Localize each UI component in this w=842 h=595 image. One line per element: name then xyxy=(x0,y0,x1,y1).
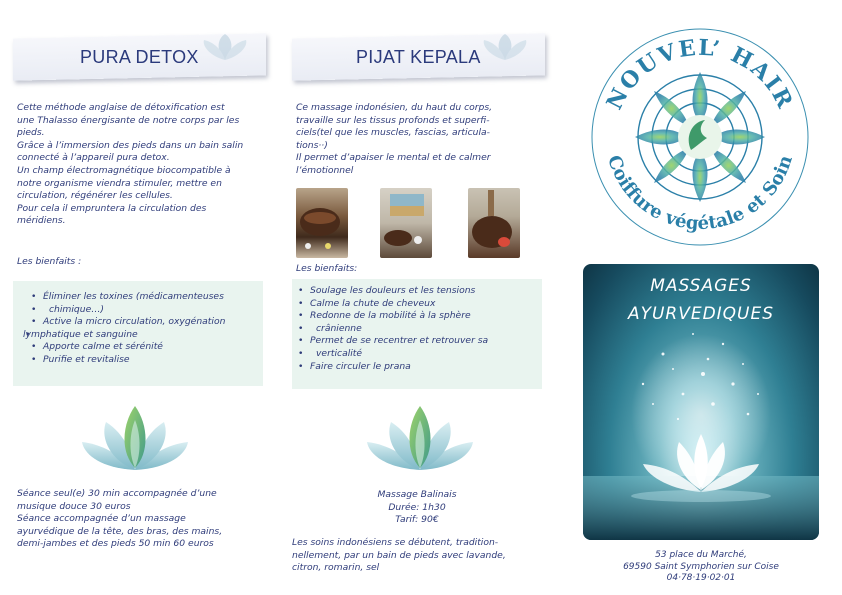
lotus-icon xyxy=(80,402,190,474)
faint-lotus-icon xyxy=(190,32,260,62)
benefit-item: • Apporte calme et sérénité xyxy=(29,341,257,354)
intro-line: tions··) xyxy=(296,139,328,151)
panel1-intro xyxy=(17,102,267,228)
footer-line: Les soins indonésiens se débutent, tradition- xyxy=(292,537,499,548)
intro-line: Ce massage indonésien, du haut du corps, xyxy=(296,102,493,113)
benefit-item: • chimique…) xyxy=(29,304,257,317)
faint-lotus-icon xyxy=(470,32,540,62)
benefit-item: • Faire circuler le prana xyxy=(296,361,536,374)
intro-line: méridiens. xyxy=(17,215,66,227)
intro-line: connecté à l’appareil pura detox. xyxy=(17,152,170,164)
panel1-benefits-box xyxy=(13,281,263,386)
intro-line: Un champ électromagnétique biocompatible à xyxy=(17,164,231,176)
massage-price: Tarif: 90€ xyxy=(395,514,439,526)
address-line: 69590 Saint Symphorien sur Coise xyxy=(623,561,779,572)
intro-line: l’émotionnel xyxy=(296,164,354,176)
benefit-item: • Permet de se recentrer et retrouver sa xyxy=(296,335,536,348)
massages-poster xyxy=(583,264,819,540)
intro-line: Il permet d’apaiser le mental et de calmer xyxy=(296,152,491,164)
photo-massage-room xyxy=(380,188,432,258)
address-block xyxy=(583,550,819,585)
photo-foot-bath xyxy=(468,188,520,258)
massage-duration: Durée: 1h30 xyxy=(388,501,446,513)
intro-line: une Thalasso énergisante de notre corps par les xyxy=(17,114,240,126)
session-line: demi-jambes et des pieds 50 min 60 euros xyxy=(17,538,214,550)
panel1-session xyxy=(17,488,267,551)
lotus-icon xyxy=(365,402,475,474)
intro-line: travaille sur les tissus profonds et superfi- xyxy=(296,114,490,126)
panel1-benefits-label: Les bienfaits : xyxy=(17,256,82,267)
panel2-benefits-box xyxy=(292,279,542,389)
panel2-title: PIJAT KEPALA xyxy=(356,46,481,67)
intro-line: Pour cela il empruntera la circulation des xyxy=(17,202,207,214)
intro-line: notre organisme viendra stimuler, mettre en xyxy=(17,177,222,189)
logo-bottom-text: Coiffure végétale et Soin xyxy=(603,152,797,235)
footer-line: citron, romarin, sel xyxy=(292,562,380,574)
intro-line: Grâce à l’immersion des pieds dans un bain salin xyxy=(17,139,244,151)
logo-top-text: NOUVEL’ HAIR xyxy=(601,34,799,114)
benefit-item: • lymphatique et sanguine xyxy=(23,329,257,342)
benefit-item: • Redonne de la mobilité à la sphère xyxy=(296,310,536,323)
benefit-item: • Purifie et revitalise xyxy=(29,354,257,367)
benefit-item: • Soulage les douleurs et les tensions xyxy=(296,285,536,298)
intro-line: Cette méthode anglaise de détoxification est xyxy=(17,102,225,113)
intro-line: pieds. xyxy=(17,127,45,139)
session-line: ayurvédique de la tête, des bras, des mains, xyxy=(17,525,223,537)
panel2-massage-info xyxy=(292,489,542,527)
benefit-item: • Active la micro circulation, oxygénation xyxy=(29,316,257,329)
poster-title-line2: AYURVEDIQUES xyxy=(627,304,775,324)
intro-line: ciels(tel que les muscles, fascias, articula- xyxy=(296,127,490,139)
benefit-item: • Calme la chute de cheveux xyxy=(296,298,536,311)
footer-line: nellement, par un bain de pieds avec lavande, xyxy=(292,549,506,561)
poster-title-line1: MASSAGES xyxy=(650,276,752,296)
panel2-footer xyxy=(292,537,554,575)
session-line: Séance accompagnée d’un massage xyxy=(17,513,186,525)
phone-number: 04·78·19·02·01 xyxy=(666,573,736,583)
panel2-intro xyxy=(296,102,546,178)
benefit-item: • verticalité xyxy=(296,348,536,361)
benefit-item: • Éliminer les toxines (médicamenteuses xyxy=(29,291,257,304)
panel1-title: PURA DETOX xyxy=(80,46,199,67)
intro-line: circulation, régénérer les cellules. xyxy=(17,190,173,202)
nouvel-hair-logo xyxy=(585,22,815,252)
panel2-benefits-label: Les bienfaits: xyxy=(296,263,358,274)
session-line: Séance seul(e) 30 min accompagnée d’une xyxy=(17,488,217,499)
session-line: musique douce 30 euros xyxy=(17,500,131,512)
massage-name: Massage Balinais xyxy=(377,489,457,500)
photo-massage-bowl xyxy=(296,188,348,258)
benefit-item: • crânienne xyxy=(296,323,536,336)
address-line: 53 place du Marché, xyxy=(655,550,747,560)
